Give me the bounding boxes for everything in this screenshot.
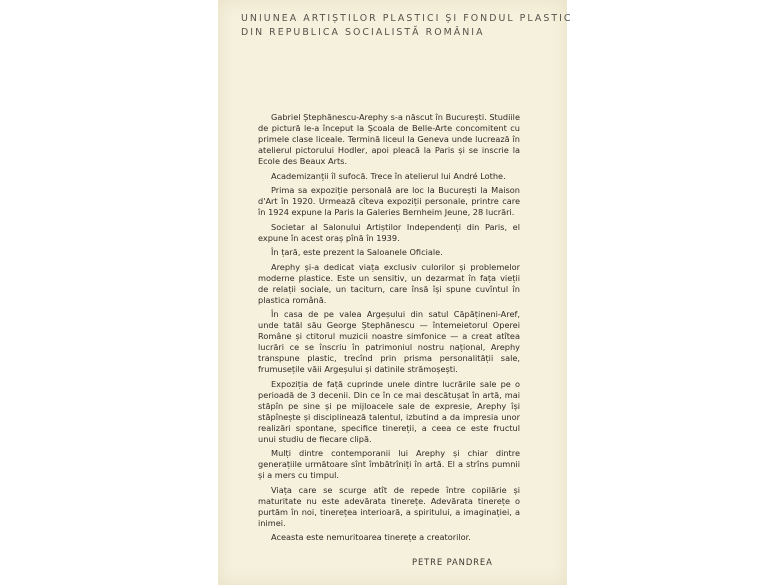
paragraph-youth: Viața care se scurge atît de repede între copilărie și maturitate nu este adevărata tinerețe. Adevărata tinerețe o purtăm în noi, tinerețea interioară, a spiritului, a imaginației, a inimei. <box>258 484 520 528</box>
author-signature: PETRE PANDREA <box>412 557 493 567</box>
paragraph-dedication: Arephy și-a dedicat viața exclusiv culorilor și problemelor moderne plastice. Este un sensitiv, un dezarmat în fața vieții de relații sociale, un taciturn, care însă își spune cuvîntul în plastica română. <box>258 261 520 305</box>
paragraph-exhibition: Expoziția de față cuprinde unele dintre lucrările sale pe o perioadă de 3 decenii. Din ce în ce mai descătușat în artă, mai stăpîn pe sine și pe mijloacele sale de expresie, Arephy își stăpînește și disciplinează talentul, izbutind a da impresia unor realizări spontane, specifice tinereții, a ceea ce este fructul unui studiu de fiecare clipă. <box>258 378 520 444</box>
biography-text <box>258 112 520 547</box>
header-line-2: DIN REPUBLICA SOCIALISTĂ ROMÂNIA <box>241 27 485 38</box>
paragraph-official-salons: În țară, este prezent la Saloanele Oficiale. <box>271 247 443 257</box>
header-line-1: UNIUNEA ARTIȘTILOR PLASTICI ȘI FONDUL PLASTIC <box>241 13 573 24</box>
paragraph-lothe: Academizanții îl sufocă. Trece în atelierul lui André Lothe. <box>271 170 506 181</box>
paragraph-immortal-youth: Aceasta este nemuritoarea tinerețe a creatorilor. <box>271 532 471 542</box>
paragraph-first-exhibition: Prima sa expoziție personală are loc la București la Maison d'Art în 1920. Urmează cîteva expoziții personale, printre care în 1924 expune la Paris la Galeries Bernheim Jeune, 28 lucrări. <box>258 185 520 217</box>
paragraph-contemporaries: Mulți dintre contemporanii lui Arephy și chiar dintre generațiile următoare sînt îmbătrîniți în artă. El a strîns pumnii și a mers cu timpul. <box>258 448 520 480</box>
paragraph-arges-valley: În casa de pe valea Argeșului din satul Căpățineni-Aref, unde tatăl său George Ștephănescu — întemeietorul Operei Române și ctitorul muzicii noastre simfonice — a creat atîtea lucrări ce se înscriu în patrimoniul nostru național, Arephy transpune plastic, trecînd prin prisma personalității sale, frumusețile văii Argeșului și datinile strămoșești. <box>258 309 520 374</box>
paragraph-salon-independents: Societar al Salonului Artiștilor Independenți din Paris, el expune în acest oraș pînă în 1939. <box>258 221 520 243</box>
institution-header <box>241 12 573 40</box>
paragraph-birth-studies: Gabriel Ștephănescu-Arephy s-a născut în București. Studiile de pictură le-a început la Școala de Belle-Arte concomitent cu primele clase liceale. Termină liceul la Geneva unde lucrează în atelierul pictorului Hodler, apoi pleacă la Paris și se inscrie la Ecole des Beaux Arts. <box>258 112 520 166</box>
